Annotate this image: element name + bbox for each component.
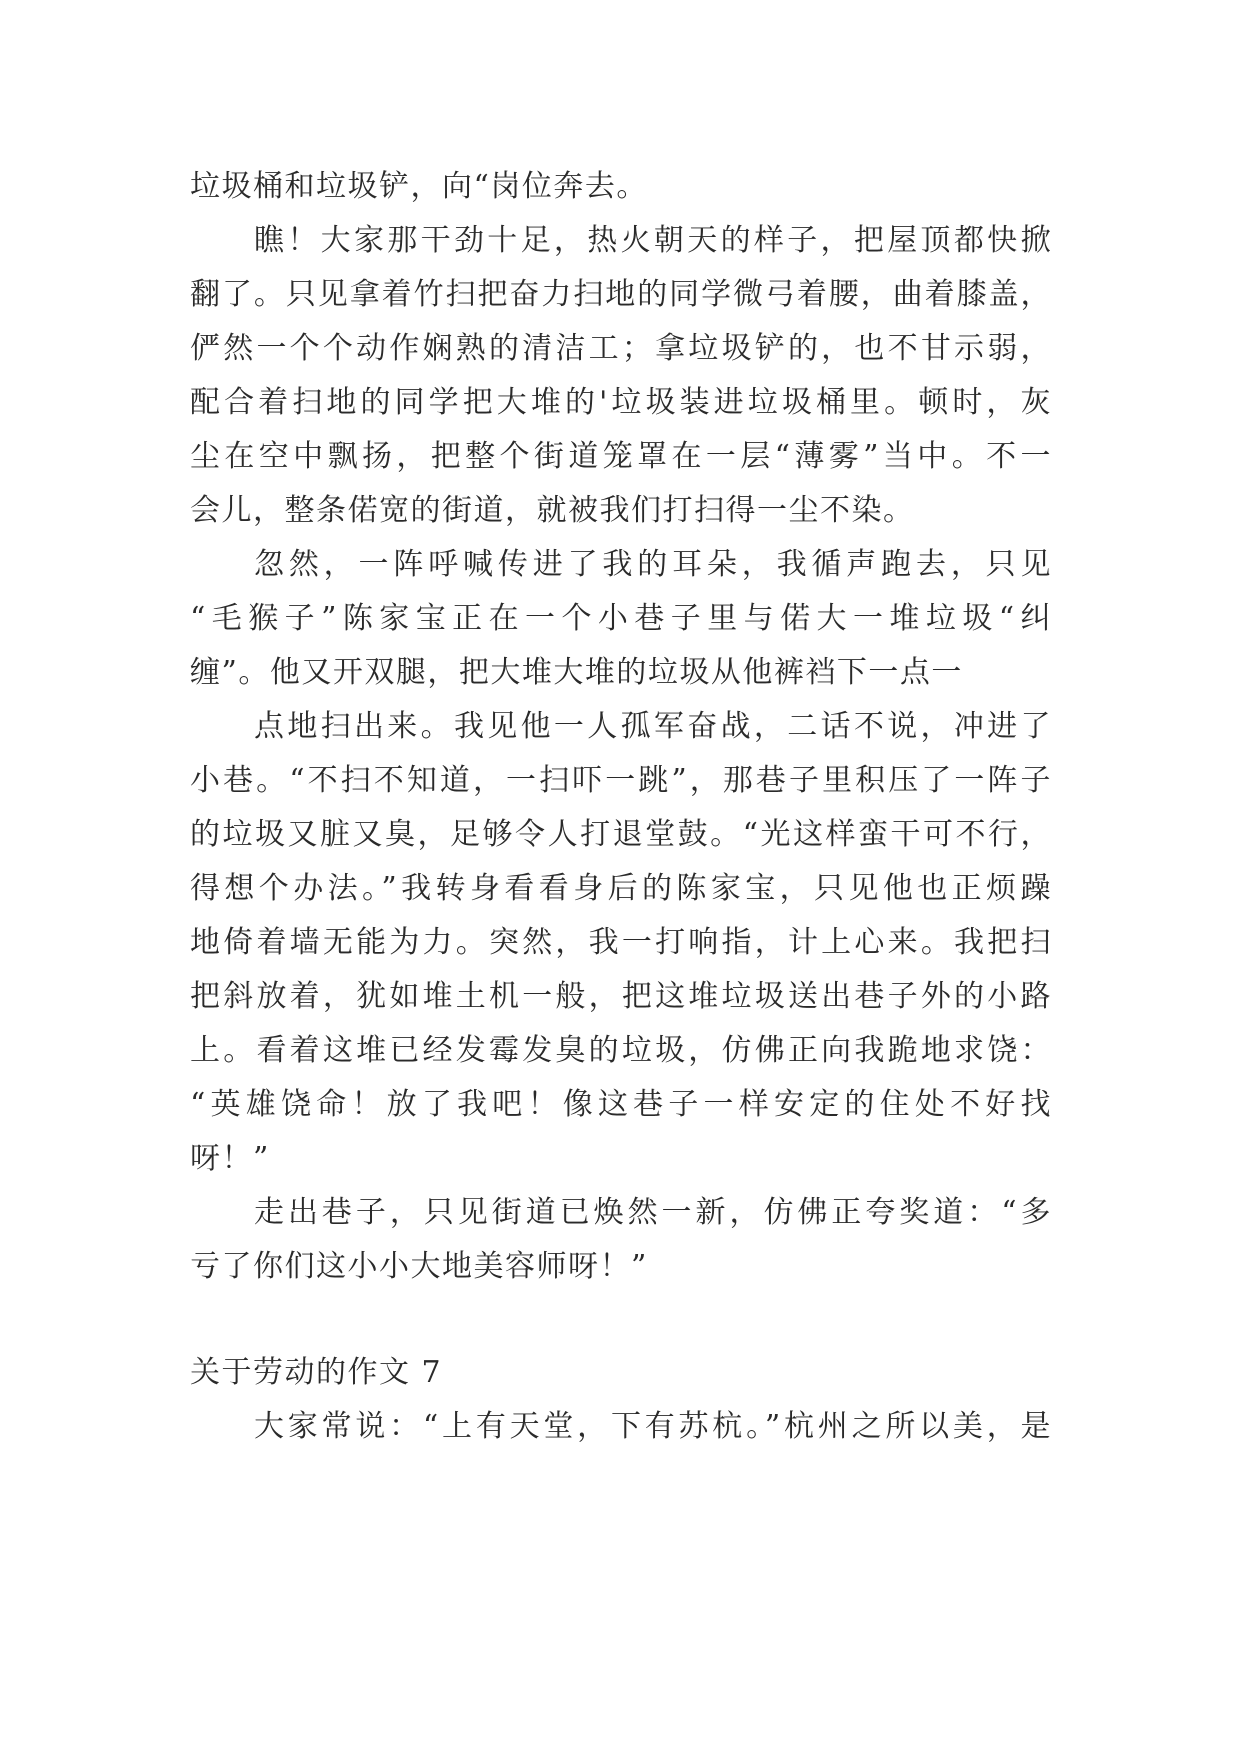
paragraph-start-line: 忽然，一阵呼喊传进了我的耳朵，我循声跑去，只见 [254, 547, 1052, 582]
text-line: 俨然一个个动作娴熟的清洁工；拿垃圾铲的，也不甘示弱， [190, 331, 1052, 366]
text-line: 把斜放着，犹如堆土机一般，把这堆垃圾送出巷子外的小路 [190, 979, 1052, 1014]
text-line: 小巷。“不扫不知道，一扫吓一跳”，那巷子里积压了一阵子 [190, 763, 1052, 798]
text-line: “英雄饶命！放了我吧！像这巷子一样安定的住处不好找 [190, 1087, 1052, 1122]
paragraph-start-line: 走出巷子，只见街道已焕然一新，仿佛正夸奖道：“多 [254, 1195, 1052, 1230]
text-line: 缠”。他又开双腿，把大堆大堆的垃圾从他裤裆下一点一 [190, 655, 963, 690]
text-line: 尘在空中飘扬，把整个街道笼罩在一层“薄雾”当中。不一 [190, 439, 1052, 474]
document-body [190, 160, 1052, 1454]
text-line: 的垃圾又脏又臭，足够令人打退堂鼓。“光这样蛮干可不行， [190, 817, 1052, 852]
text-line: 呀！” [190, 1141, 270, 1176]
paragraph-start-line: 大家常说：“上有天堂，下有苏杭。”杭州之所以美，是 [254, 1409, 1052, 1444]
text-line: 配合着扫地的同学把大堆的'垃圾装进垃圾桶里。顿时，灰 [190, 385, 1052, 420]
paragraph-start-line: 瞧！大家那干劲十足，热火朝天的样子，把屋顶都快掀 [254, 223, 1052, 258]
text-line: 上。看着这堆已经发霉发臭的垃圾，仿佛正向我跪地求饶： [190, 1033, 1052, 1068]
paragraph-start-line: 点地扫出来。我见他一人孤军奋战，二话不说，冲进了 [254, 709, 1052, 744]
text-line: “毛猴子”陈家宝正在一个小巷子里与偌大一堆垃圾“纠 [190, 601, 1052, 636]
text-line: 地倚着墙无能为力。突然，我一打响指，计上心来。我把扫 [190, 925, 1052, 960]
section-title: 关于劳动的作文 7 [190, 1355, 443, 1390]
section-gap [190, 1294, 1052, 1342]
text-line: 垃圾桶和垃圾铲，向“岗位奔去。 [190, 169, 648, 204]
text-line: 亏了你们这小小大地美容师呀！” [190, 1249, 648, 1284]
text-line: 翻了。只见拿着竹扫把奋力扫地的同学微弓着腰，曲着膝盖， [190, 277, 1052, 312]
text-line: 会儿，整条偌宽的街道，就被我们打扫得一尘不染。 [190, 493, 915, 528]
text-line: 得想个办法。”我转身看看身后的陈家宝，只见他也正烦躁 [190, 871, 1052, 906]
